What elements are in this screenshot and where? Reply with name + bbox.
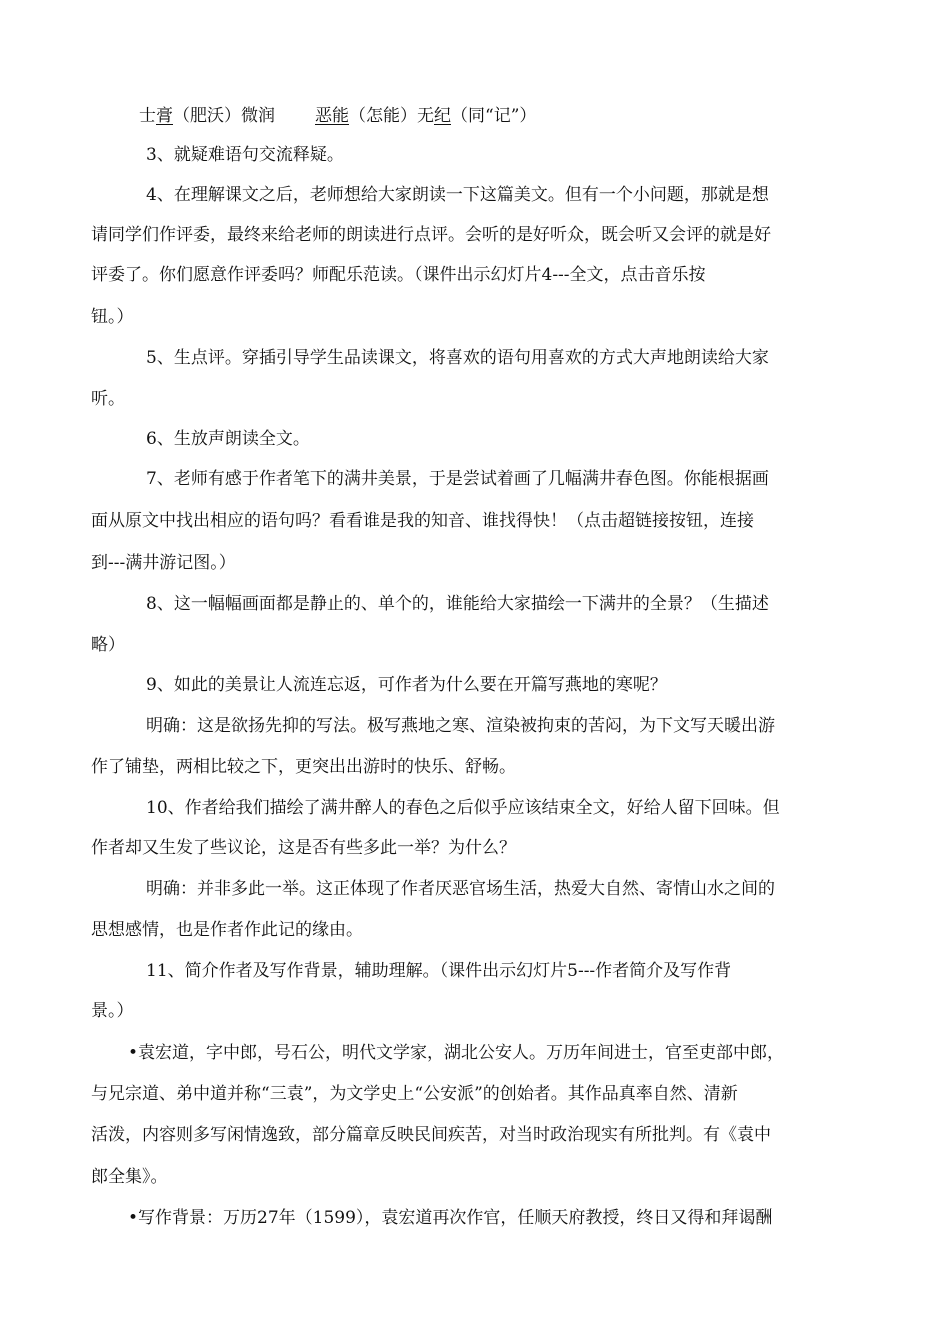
bullet-line: •袁宏道，字中郎，号石公，明代文学家，湖北公安人。万历年间进士，官至吏部中郎， xyxy=(128,1043,785,1063)
text-line: 与兄宗道、弟中道并称“三袁”，为文学史上“公安派”的创始者。其作品真率自然、清新 xyxy=(91,1084,738,1104)
text-line: 5、生点评。穿插引导学生品读课文，将喜欢的语句用喜欢的方式大声地朗读给大家 xyxy=(146,348,769,368)
vocab-gloss: （同“记”） xyxy=(451,106,537,126)
text-line: 3、就疑难语句交流释疑。 xyxy=(146,145,344,165)
text-line: 活泼，内容则多写闲情逸致，部分篇章反映民间疾苦，对当时政治现实有所批判。有《袁中 xyxy=(91,1125,771,1145)
text-line: 作者却又生发了些议论，这是否有些多此一举？为什么？ xyxy=(91,838,516,858)
text-line: 9、如此的美景让人流连忘返，可作者为什么要在开篇写燕地的寒呢？ xyxy=(146,675,667,695)
text-line: 6、生放声朗读全文。 xyxy=(146,429,310,449)
bullet-line: •写作背景：万历27年（1599），袁宏道再次作官，任顺天府教授，终日又得和拜谒酬 xyxy=(128,1208,773,1228)
text-line: 8、这一幅幅画面都是静止的、单个的，谁能给大家描绘一下满井的全景？（生描述 xyxy=(146,594,769,614)
text-line: 景。） xyxy=(91,1001,134,1021)
text-line: 请同学们作评委，最终来给老师的朗读进行点评。会听的是好听众，既会听又会评的就是好 xyxy=(91,225,771,245)
vocab-underlined-word: 纪 xyxy=(434,106,451,126)
text-line: 到---满井游记图。） xyxy=(91,553,236,573)
text-line: 钮。） xyxy=(91,307,134,327)
text-line: 评委了。你们愿意作评委吗？师配乐范读。（课件出示幻灯片4---全文，点击音乐按 xyxy=(91,265,706,285)
text-line: 作了铺垫，两相比较之下，更突出出游时的快乐、舒畅。 xyxy=(91,757,516,777)
text-line: 11、简介作者及写作背景，辅助理解。（课件出示幻灯片5---作者简介及写作背 xyxy=(146,961,732,981)
vocab-underlined-word: 膏 xyxy=(156,106,173,126)
text-line: 10、作者给我们描绘了满井醉人的春色之后似乎应该结束全文，好给人留下回味。但 xyxy=(146,798,780,818)
vocab-line xyxy=(139,105,536,127)
vocab-text: 士 xyxy=(139,106,156,126)
vocab-gloss: （怎能）无 xyxy=(349,106,434,126)
text-line: 略） xyxy=(91,635,125,655)
vocab-gloss: （肥沃）微润 xyxy=(173,106,275,126)
text-line: 7、老师有感于作者笔下的满井美景，于是尝试着画了几幅满井春色图。你能根据画 xyxy=(146,469,769,489)
vocab-underlined-word: 恶能 xyxy=(315,106,349,126)
text-line: 明确：并非多此一举。这正体现了作者厌恶官场生活，热爱大自然、寄情山水之间的 xyxy=(146,879,775,899)
text-line: 明确：这是欲扬先抑的写法。极写燕地之寒、渲染被拘束的苦闷，为下文写天暖出游 xyxy=(146,716,775,736)
text-line: 4、在理解课文之后，老师想给大家朗读一下这篇美文。但有一个小问题，那就是想 xyxy=(146,185,769,205)
text-line: 面从原文中找出相应的语句吗？看看谁是我的知音、谁找得快！（点击超链接按钮，连接 xyxy=(91,511,754,531)
text-line: 听。 xyxy=(91,389,125,409)
text-line: 思想感情，也是作者作此记的缘由。 xyxy=(91,920,363,940)
text-line: 郎全集》。 xyxy=(91,1167,168,1187)
